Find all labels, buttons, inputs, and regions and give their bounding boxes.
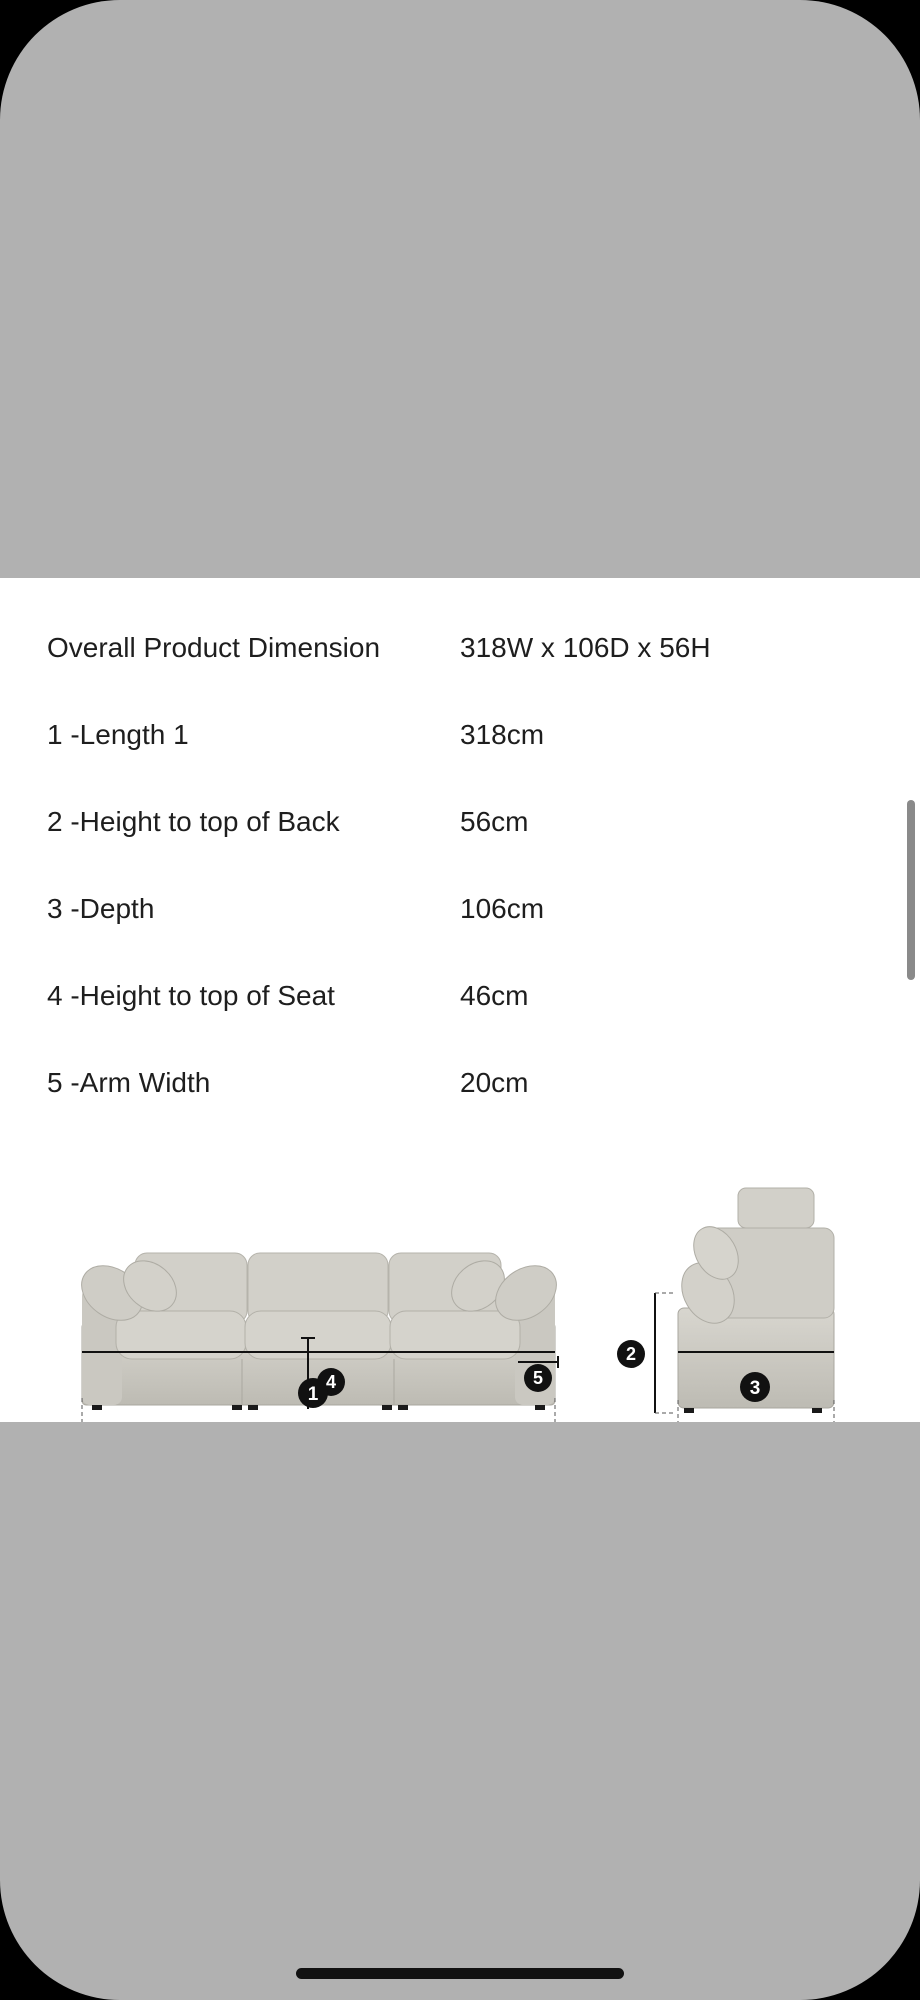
spec-label: 1 -Length 1 <box>47 719 189 750</box>
spec-row-seat-height <box>47 976 867 1016</box>
product-dimensions-sheet <box>0 578 920 1422</box>
spec-value: 56cm <box>460 806 529 837</box>
spec-label: 2 -Height to top of Back <box>47 806 340 837</box>
spec-value: 46cm <box>460 980 529 1011</box>
spec-label: 5 -Arm Width <box>47 1067 211 1098</box>
spec-value: 20cm <box>460 1067 529 1098</box>
dimension-baselines <box>0 1338 920 1422</box>
spec-row-arm-width <box>47 1063 867 1103</box>
marker-3: 3 <box>749 1378 761 1399</box>
spec-row-depth <box>47 889 867 929</box>
spec-row-overall <box>47 628 867 668</box>
marker-4: 4 <box>325 1372 337 1392</box>
spec-value: 106cm <box>460 893 545 924</box>
spec-value: 318W x 106D x 56H <box>460 632 711 663</box>
spec-value: 318cm <box>460 719 545 750</box>
vertical-scrollbar[interactable] <box>907 800 915 980</box>
marker-5: 5 <box>532 1368 544 1388</box>
spec-label: Overall Product Dimension <box>47 632 381 663</box>
home-indicator[interactable] <box>296 1968 624 1979</box>
marker-1: 1 <box>307 1384 319 1405</box>
spec-row-length <box>47 715 867 755</box>
spec-label: 3 -Depth <box>47 893 155 924</box>
spec-row-back-height <box>47 802 867 842</box>
marker-2: 2 <box>625 1344 637 1364</box>
spec-label: 4 -Height to top of Seat <box>47 980 335 1011</box>
